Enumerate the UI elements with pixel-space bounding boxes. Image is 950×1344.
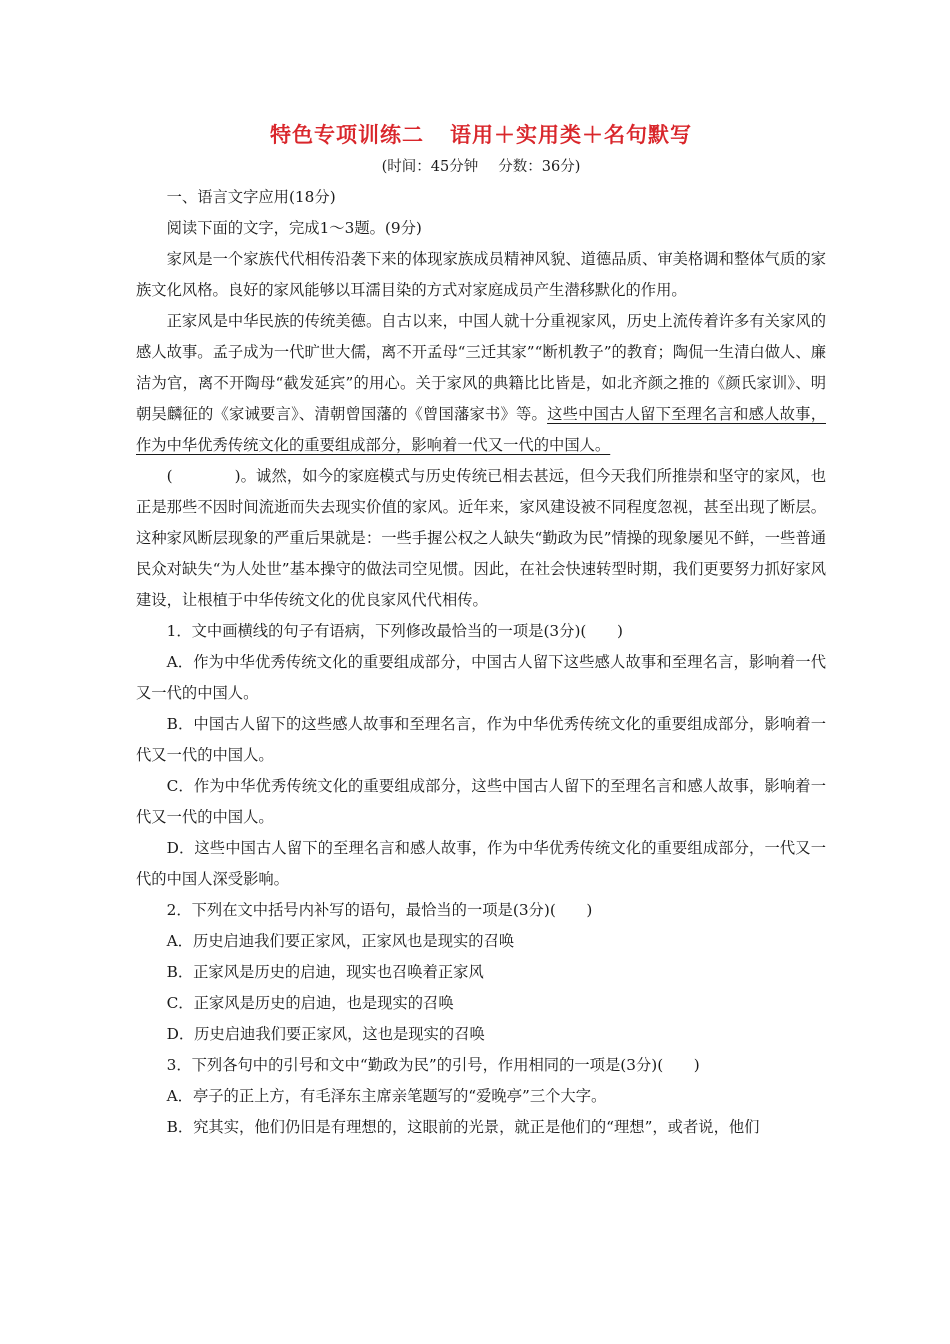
question-2-option-d: D．历史启迪我们要正家风，这也是现实的召唤 [166, 1025, 485, 1043]
question-3-stem: 3．下列各句中的引号和文中“勤政为民”的引号，作用相同的一项是(3分)( ) [166, 1056, 700, 1074]
reading-instruction: 阅读下面的文字，完成1～3题。(9分) [166, 219, 422, 237]
question-2-option-c: C．正家风是历史的启迪，也是现实的召唤 [166, 994, 454, 1012]
question-2-stem: 2．下列在文中括号内补写的语句，最恰当的一项是(3分)( ) [166, 901, 593, 919]
passage-paragraph-3 [136, 461, 826, 616]
question-2-option-a: A．历史启迪我们要正家风，正家风也是现实的召唤 [166, 932, 515, 950]
question-1-option-a: A．作为中华优秀传统文化的重要组成部分，中国古人留下这些感人故事和至理名言，影响着一代又一代的中国人。 [136, 653, 826, 702]
question-3-option-a: A．亭子的正上方，有毛泽东主席亲笔题写的“爱晚亭”三个大字。 [166, 1087, 607, 1105]
title-right: 语用＋实用类＋名句默写 [450, 122, 692, 147]
question-1-option-d: D．这些中国古人留下的至理名言和感人故事，作为中华优秀传统文化的重要组成部分，一代又一代的中国人深受影响。 [136, 839, 826, 888]
document-page [136, 118, 826, 1143]
passage-paragraph-1: 家风是一个家族代代相传沿袭下来的体现家族成员精神风貌、道德品质、审美格调和整体气质的家族文化风格。良好的家风能够以耳濡目染的方式对家庭成员产生潜移默化的作用。 [136, 250, 826, 299]
section-heading: 一、语言文字应用(18分) [166, 188, 336, 206]
underlined-sentence: 这些中国古人留下至理名言和感人故事，作为中华优秀传统文化的重要组成部分，影响着一代又一代的中国人。 [136, 405, 826, 454]
passage-paragraph-2-text: 正家风是中华民族的传统美德。自古以来，中国人就十分重视家风，历史上流传着许多有关家风的感人故事。孟子成为一代旷世大儒，离不开孟母“三迁其家”“断机教子”的教育；陶侃一生清白做人、廉洁为官，离不开陶母“截发延宾”的用心。关于家风的典籍比比皆是，如北齐颜之推的《颜氏家训》、明朝吴麟征的《家诫要言》、清朝曾国藩的《曾国藩家书》等。 [136, 312, 826, 423]
question-3-option-b: B．究其实，他们仍旧是有理想的，这眼前的光景，就正是他们的“理想”，或者说，他们 [166, 1118, 760, 1136]
time-limit: (时间：45分钟 [381, 159, 479, 175]
exam-info [136, 152, 826, 182]
blank-open-paren: ( [166, 467, 173, 485]
question-1-option-b: B．中国古人留下的这些感人故事和至理名言，作为中华优秀传统文化的重要组成部分，影响着一代又一代的中国人。 [136, 715, 826, 764]
question-2-option-b: B．正家风是历史的启迪，现实也召唤着正家风 [166, 963, 484, 981]
question-1-option-c: C．作为中华优秀传统文化的重要组成部分，这些中国古人留下的至理名言和感人故事，影响着一代又一代的中国人。 [136, 777, 826, 826]
page-title [136, 118, 826, 152]
passage-paragraph-2 [136, 306, 826, 461]
passage-paragraph-3-text: )。诚然，如今的家庭模式与历史传统已相去甚远，但今天我们所推崇和坚守的家风，也正是那些不因时间流逝而失去现实价值的家风。近年来，家风建设被不同程度忽视，甚至出现了断层。这种家风断层现象的严重后果就是：一些手握公权之人缺失“勤政为民”情操的现象屡见不鲜，一些普通民众对缺失“为人处世”基本操守的做法司空见惯。因此，在社会快速转型时期，我们更要努力抓好家风建设，让根植于中华传统文化的优良家风代代相传。 [136, 467, 826, 609]
title-left: 特色专项训练二 [270, 122, 424, 147]
total-score: 分数：36分) [498, 159, 581, 175]
question-1-stem: 1．文中画横线的句子有语病，下列修改最恰当的一项是(3分)( ) [166, 622, 623, 640]
